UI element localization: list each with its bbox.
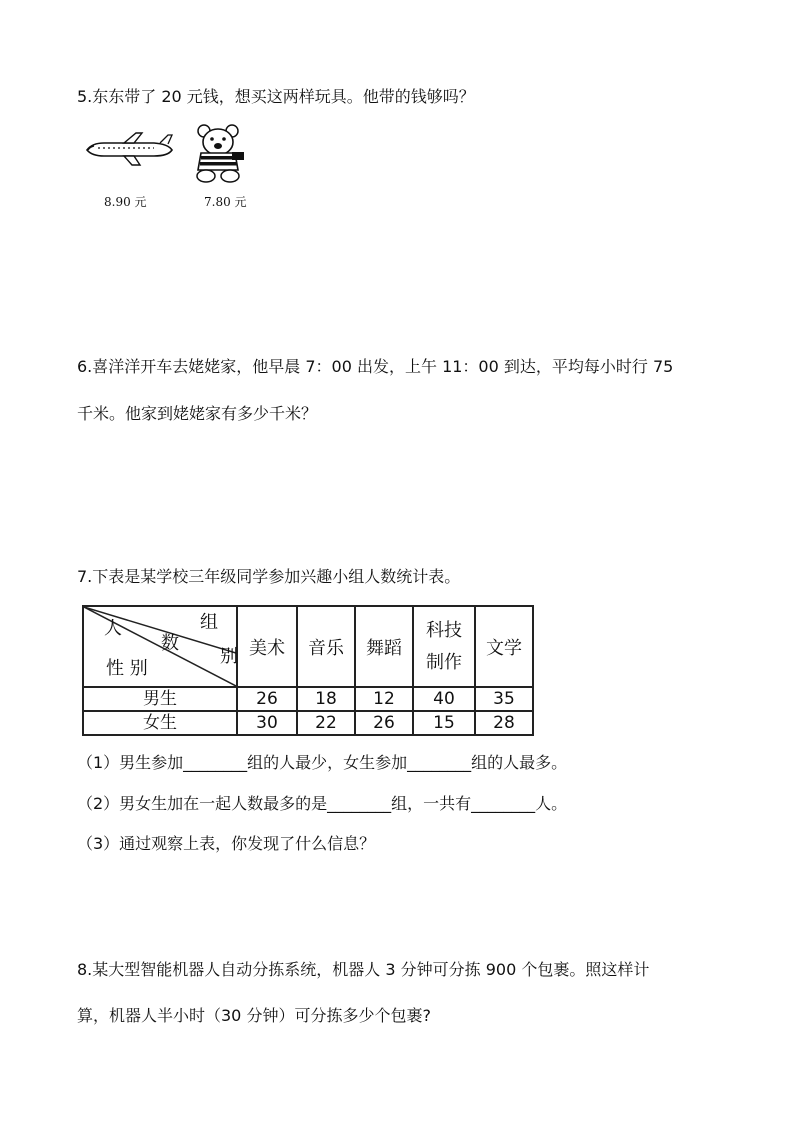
question-7-sub-3: （3）通过观察上表，你发现了什么信息？ <box>77 834 376 853</box>
table-cell: 40 <box>413 687 475 711</box>
question-8-line-1: 8.某大型智能机器人自动分拣系统，机器人 3 分钟可分拣 900 个包裹。照这样计 <box>77 960 650 979</box>
corner-label-bie: 别 <box>220 646 238 667</box>
table-cell: 18 <box>297 687 355 711</box>
header-literature: 文学 <box>475 606 533 687</box>
header-tech-line-2: 制作 <box>426 651 462 673</box>
header-tech <box>413 606 475 687</box>
header-art: 美术 <box>237 606 297 687</box>
header-dance: 舞蹈 <box>355 606 413 687</box>
table-cell: 30 <box>237 711 297 735</box>
table-row <box>83 687 533 711</box>
question-7-sub-1: （1）男生参加________组的人最少，女生参加________组的人最多。 <box>77 753 568 772</box>
table-corner-cell <box>83 606 237 687</box>
teddy-bear-price: 7.80 元 <box>204 195 247 209</box>
corner-label-xingbie: 性 别 <box>106 658 148 679</box>
table-cell: 12 <box>355 687 413 711</box>
teddy-bear-icon <box>192 122 246 188</box>
corner-label-zu: 组 <box>200 612 218 633</box>
table-cell: 35 <box>475 687 533 711</box>
question-7-intro: 7.下表是某学校三年级同学参加兴趣小组人数统计表。 <box>77 567 461 586</box>
table-cell: 22 <box>297 711 355 735</box>
corner-label-ren: 人 <box>104 618 122 639</box>
row-label-girls: 女生 <box>83 711 237 735</box>
question-6-line-1: 6.喜洋洋开车去姥姥家，他早晨 7：00 出发，上午 11：00 到达，平均每小时行 75 <box>77 357 674 376</box>
table-cell: 15 <box>413 711 475 735</box>
table-cell: 26 <box>355 711 413 735</box>
corner-label-shu: 数 <box>161 633 179 654</box>
airplane-price: 8.90 元 <box>104 195 147 209</box>
interest-group-table <box>82 605 534 736</box>
table-row <box>83 711 533 735</box>
question-7-sub-2: （2）男女生加在一起人数最多的是________组，一共有________人。 <box>77 794 568 813</box>
table-header-row <box>83 606 533 687</box>
question-6-line-2: 千米。他家到姥姥家有多少千米？ <box>77 404 318 423</box>
table-cell: 26 <box>237 687 297 711</box>
row-label-boys: 男生 <box>83 687 237 711</box>
header-tech-label <box>426 615 462 679</box>
airplane-icon <box>84 132 174 172</box>
table-cell: 28 <box>475 711 533 735</box>
header-music: 音乐 <box>297 606 355 687</box>
question-5-text: 5.东东带了 20 元钱，想买这两样玩具。他带的钱够吗？ <box>77 87 475 106</box>
header-tech-line-1: 科技 <box>426 619 462 641</box>
question-8-line-2: 算，机器人半小时（30 分钟）可分拣多少个包裹? <box>77 1006 431 1025</box>
